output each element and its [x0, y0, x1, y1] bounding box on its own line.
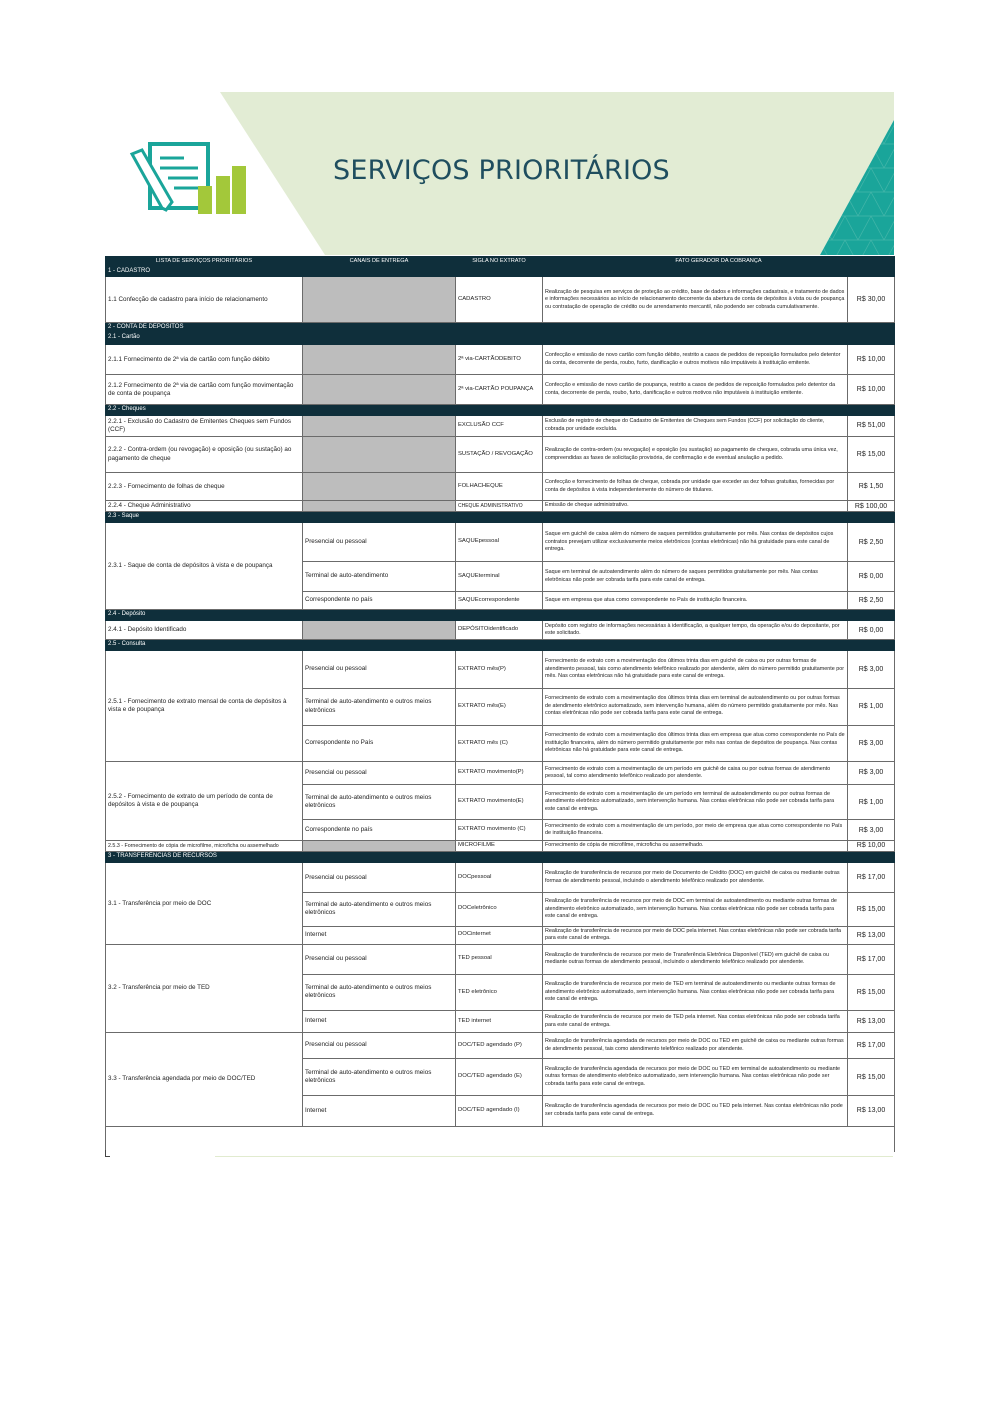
document-chart-pencil-icon — [128, 140, 252, 220]
sigla-cell: TED eletrônico — [456, 974, 543, 1011]
section-row-consulta — [106, 639, 895, 650]
sigla-cell: EXTRATO mês (C) — [456, 725, 543, 762]
price-cell: R$ 10,00 — [848, 344, 895, 375]
sigla-cell: EXCLUSÃO CCF — [456, 416, 543, 436]
service-name: 3.1 - Transferência por meio de DOC — [106, 863, 303, 945]
section-label: 2 - CONTA DE DEPÓSITOS — [106, 323, 895, 332]
table-row — [106, 944, 895, 974]
sigla-cell: TED internet — [456, 1011, 543, 1032]
sigla-cell: DOCeletrônico — [456, 892, 543, 926]
channel-cell-empty — [303, 840, 456, 851]
sigla-cell: SAQUEcorrespondente — [456, 591, 543, 609]
fato-cell: Saque em guichê de caixa além do número de saques permitidos gratuitamente por mês. Nas contas de depósitos cujos contratos prevejam utilizar exclusivamente meios eletrônicos (contas eletrônicas) não há gratuidade para este canal de entrega. — [543, 523, 848, 562]
channel-cell: Correspondente no país — [303, 820, 456, 840]
channel-cell: Terminal de auto-atendimento e outros meios eletrônicos — [303, 1059, 456, 1096]
col-header-channels: CANAIS DE ENTREGA — [303, 257, 456, 267]
price-cell: R$ 3,00 — [848, 762, 895, 784]
section-row-transferencias — [106, 852, 895, 863]
sigla-cell: TED pessoal — [456, 944, 543, 974]
fato-cell: Realização de transferência agendada de recursos por meio de DOC ou TED em terminal de autoatendimento ou mediante outras formas de atendimento eletrônico automatizado, sem intervenção humana. Nas contas eletrônicas não pode ser cobrada tarifa para este canal de entrega. — [543, 1059, 848, 1096]
price-cell: R$ 17,00 — [848, 1032, 895, 1059]
sigla-cell: DOC/TED agendado (E) — [456, 1059, 543, 1096]
sigla-cell: EXTRATO movimento(P) — [456, 762, 543, 784]
table-row — [106, 344, 895, 375]
fato-cell: Confecção e emissão de novo cartão com função débito, restrito a casos de pedidos de reposição formulados pelo detentor da conta, decorrente de perda, roubo, furto, danificação e outros motivos não imputáveis à instituição emitente. — [543, 344, 848, 375]
table-row — [106, 375, 895, 405]
section-row-cheques — [106, 405, 895, 416]
empty-cell — [848, 1126, 895, 1152]
fato-cell: Realização de transferência de recursos por meio de TED pela internet. Nas contas eletrônicas não pode ser cobrada tarifa para este canal de entrega. — [543, 1011, 848, 1032]
sigla-cell: CADASTRO — [456, 277, 543, 323]
section-label: 2.3 - Saque — [106, 512, 895, 523]
table-row — [106, 1032, 895, 1059]
service-name: 2.5.3 - Fornecimento de cópia de microfilme, microficha ou assemelhado — [106, 840, 303, 851]
sigla-cell: EXTRATO mês(P) — [456, 651, 543, 689]
price-cell: R$ 15,00 — [848, 974, 895, 1011]
service-name: 1.1 Confecção de cadastro para início de relacionamento — [106, 277, 303, 323]
price-cell: R$ 1,00 — [848, 784, 895, 820]
channel-cell: Terminal de auto-atendimento — [303, 562, 456, 592]
service-name: 2.4.1 - Depósito Identificado — [106, 621, 303, 639]
footer-divider — [215, 1156, 893, 1157]
table-row — [106, 416, 895, 436]
fato-cell: Fornecimento de extrato com a movimentação dos últimos trinta dias em terminal de autoatendimento ou por outras formas de atendimento eletrônico automatizado, sem intervenção humana, além do número permitido gratuitamente por mês. Nas contas eletrônicas não pode ser cobrada tarifa para este canal de entrega. — [543, 688, 848, 725]
channel-cell-empty — [303, 436, 456, 473]
fato-cell: Fornecimento de cópia de microfilme, microficha ou assemelhado. — [543, 840, 848, 851]
channel-cell: Correspondente no País — [303, 725, 456, 762]
channel-cell-empty — [303, 500, 456, 511]
section-label: 2.2 - Cheques — [106, 405, 895, 416]
channel-cell: Internet — [303, 1096, 456, 1127]
price-cell: R$ 15,00 — [848, 436, 895, 473]
table-row — [106, 621, 895, 639]
fato-cell: Depósito com registro de informações necessárias à identificação, a qualquer tempo, da operação e/ou do depositante, por este solicitado. — [543, 621, 848, 639]
service-name: 2.2.3 - Fornecimento de folhas de cheque — [106, 473, 303, 501]
sigla-cell: DOC/TED agendado (I) — [456, 1096, 543, 1127]
col-header-services: LISTA DE SERVIÇOS PRIORITÁRIOS — [106, 257, 303, 267]
price-cell: R$ 3,00 — [848, 651, 895, 689]
sigla-cell: FOLHACHEQUE — [456, 473, 543, 501]
price-cell: R$ 3,00 — [848, 725, 895, 762]
table-end-row — [106, 1126, 895, 1152]
fato-cell: Saque em terminal de autoatendimento além do número de saques permitidos gratuitamente por mês. Nas contas eletrônicas não pode ser cobrada tarifa para este canal de entrega. — [543, 562, 848, 592]
fato-cell: Fornecimento de extrato com a movimentação de um período em terminal de autoatendimento ou por outras formas de atendimento eletrônico automatizado, sem intervenção humana. Nas contas eletrônicas não pode ser cobrada tarifa para este canal de entrega. — [543, 784, 848, 820]
table-row — [106, 863, 895, 893]
channel-cell-empty — [303, 375, 456, 405]
fato-cell: Realização de transferência de recursos por meio de DOC em terminal de autoatendimento ou mediante outras formas de atendimento eletrônico automatizado, sem intervenção humana. Nas contas eletrônicas não pode ser cobrada tarifa para este canal de entrega. — [543, 892, 848, 926]
price-cell: R$ 10,00 — [848, 375, 895, 405]
fato-cell: Realização de transferência de recursos por meio de DOC pela internet. Nas contas eletrônicas não pode ser cobrada tarifa para este canal de entrega. — [543, 926, 848, 944]
price-cell: R$ 1,50 — [848, 473, 895, 501]
empty-cell — [456, 1126, 543, 1152]
col-header-sigla: SIGLA NO EXTRATO — [456, 257, 543, 267]
price-cell: R$ 13,00 — [848, 1011, 895, 1032]
price-cell: R$ 2,50 — [848, 591, 895, 609]
empty-cell — [106, 1126, 303, 1152]
price-cell: R$ 13,00 — [848, 1096, 895, 1127]
fato-cell: Realização de transferência de recursos por meio de TED em terminal de autoatendimento ou mediante outras formas de atendimento eletrônico automatizado, sem intervenção humana. Nas contas eletrônicas não pode ser cobrada tarifa para este canal de entrega. — [543, 974, 848, 1011]
service-name: 2.1.1 Fornecimento de 2ª via de cartão com função débito — [106, 344, 303, 375]
section-label: 2.5 - Consulta — [106, 639, 895, 650]
sigla-cell: 2ª via-CARTÃO POUPANÇA — [456, 375, 543, 405]
channel-cell-empty — [303, 344, 456, 375]
fato-cell: Fornecimento de extrato com a movimentação dos últimos trinta dias em guichê de caixa ou por outras formas de atendimento pessoal, tais como atendimento telefônico realizado por atendente, além do número permitido gratuitamente por mês. Nas contas eletrônicas não há gratuidade para este canal de entrega. — [543, 651, 848, 689]
service-name: 2.3.1 - Saque de conta de depósitos à vista e de poupança — [106, 523, 303, 610]
corner-mark — [105, 1150, 110, 1157]
channel-cell: Terminal de auto-atendimento e outros meios eletrônicos — [303, 892, 456, 926]
fato-cell: Confecção e fornecimento de folhas de cheque, cobrada por unidade que exceder as dez folhas gratuitas, fornecidas por conta de depósitos à vista independentemente do número de titulares. — [543, 473, 848, 501]
fato-cell: Realização de transferência de recursos por meio de Transferência Eletrônica Disponível (TED) em guichê de caixa ou mediante outras formas de atendimento pessoal, incluindo o atendimento telefônico realizado por atendente. — [543, 944, 848, 974]
fato-cell: Fornecimento de extrato com a movimentação de um período, por meio de empresa que atua como correspondente no País de instituição financeira. — [543, 820, 848, 840]
section-label: 2.1 - Cartão — [106, 332, 895, 344]
channel-cell: Internet — [303, 926, 456, 944]
service-name: 2.5.1 - Fornecimento de extrato mensal de conta de depósitos à vista e de poupança — [106, 651, 303, 762]
sigla-cell: DOCinternet — [456, 926, 543, 944]
table-row — [106, 651, 895, 689]
channel-cell-empty — [303, 277, 456, 323]
price-cell: R$ 100,00 — [848, 500, 895, 511]
service-name: 2.2.2 - Contra-ordem (ou revogação) e oposição (ou sustação) ao pagamento de cheque — [106, 436, 303, 473]
section-row-conta — [106, 323, 895, 332]
fato-cell: Exclusão de registro de cheque do Cadastro de Emitentes de Cheques sem Fundos (CCF) por solicitação do cliente, cobrada por unidade excluída. — [543, 416, 848, 436]
col-header-fato: FATO GERADOR DA COBRANÇA — [543, 257, 895, 267]
channel-cell: Terminal de auto-atendimento e outros meios eletrônicos — [303, 974, 456, 1011]
sigla-cell: CHEQUE ADMINISTRATIVO — [456, 500, 543, 511]
fato-cell: Fornecimento de extrato com a movimentação de um período em guichê de caixa ou por outras formas de atendimento pessoal, tal como atendimento telefônico realizado por atendente. — [543, 762, 848, 784]
table-row — [106, 277, 895, 323]
channel-cell: Presencial ou pessoal — [303, 944, 456, 974]
sigla-cell: DEPÓSITOidentificado — [456, 621, 543, 639]
fato-cell: Realização de transferência agendada de recursos por meio de DOC ou TED em guichê de caixa ou mediante outras formas de atendimento pessoal, tais como atendimento telefônico realizado por atendente. — [543, 1032, 848, 1059]
table-row — [106, 840, 895, 851]
channel-cell: Presencial ou pessoal — [303, 651, 456, 689]
price-cell: R$ 10,00 — [848, 840, 895, 851]
sigla-cell: EXTRATO mês(E) — [456, 688, 543, 725]
table-header-row — [106, 257, 895, 267]
service-name: 2.1.2 Fornecimento de 2ª via de cartão com função movimentação de conta de poupança — [106, 375, 303, 405]
services-table — [105, 256, 895, 1152]
fato-cell: Saque em empresa que atua como correspondente no País de instituição financeira. — [543, 591, 848, 609]
sigla-cell: SAQUEpessoal — [456, 523, 543, 562]
sigla-cell: EXTRATO movimento (C) — [456, 820, 543, 840]
channel-cell: Terminal de auto-atendimento e outros meios eletrônicos — [303, 784, 456, 820]
sigla-cell: DOCpessoal — [456, 863, 543, 893]
section-row-cadastro — [106, 267, 895, 277]
fato-cell: Realização de transferência agendada de recursos por meio de DOC ou TED pela internet. Nas contas eletrônicas não pode ser cobrada tarifa para este canal de entrega. — [543, 1096, 848, 1127]
sigla-cell: EXTRATO movimento(E) — [456, 784, 543, 820]
price-cell: R$ 51,00 — [848, 416, 895, 436]
channel-cell: Presencial ou pessoal — [303, 863, 456, 893]
sigla-cell: 2ª via-CARTÃODEBITO — [456, 344, 543, 375]
price-cell: R$ 17,00 — [848, 863, 895, 893]
fato-cell: Realização de pesquisa em serviços de proteção ao crédito, base de dados e informações cadastrais, e tratamento de dados e informações necessários ao início de relacionamento decorrente da abertura de conta de depósitos à vista ou de poupança ou contratação de operação de crédito ou de arrendamento mercantil, não podendo ser cobrada cumulativamente. — [543, 277, 848, 323]
table-row — [106, 436, 895, 473]
empty-cell — [303, 1126, 456, 1152]
table-row — [106, 762, 895, 784]
page-title: SERVIÇOS PRIORITÁRIOS — [333, 155, 670, 186]
section-row-deposito — [106, 610, 895, 621]
channel-cell: Correspondente no país — [303, 591, 456, 609]
channel-cell: Terminal de auto-atendimento e outros meios eletrônicos — [303, 688, 456, 725]
section-label: 3 - TRANSFERÊNCIAS DE RECURSOS — [106, 852, 895, 863]
section-label: 2.4 - Depósito — [106, 610, 895, 621]
table-row — [106, 500, 895, 511]
service-name: 3.2 - Transferência por meio de TED — [106, 944, 303, 1032]
fato-cell: Confecção e emissão de novo cartão de poupança, restrito a casos de pedidos de reposição formulados pelo detentor da conta, decorrente de perda, roubo, furto, danificação e outros motivos não imputáveis à instituição emitente. — [543, 375, 848, 405]
channel-cell-empty — [303, 473, 456, 501]
channel-cell: Presencial ou pessoal — [303, 1032, 456, 1059]
service-name: 2.2.4 - Cheque Administrativo — [106, 500, 303, 511]
service-name: 2.2.1 - Exclusão do Cadastro de Emitentes Cheques sem Fundos (CCF) — [106, 416, 303, 436]
price-cell: R$ 0,00 — [848, 562, 895, 592]
price-cell: R$ 15,00 — [848, 1059, 895, 1096]
channel-cell: Internet — [303, 1011, 456, 1032]
fato-cell: Fornecimento de extrato com a movimentação dos últimos trinta dias em empresa que atua como correspondente no País de instituição financeira, além do número permitido gratuitamente por mês nas contas de depósitos de poupança. Nas contas eletrônicas não há gratuidade para este canal de entrega. — [543, 725, 848, 762]
section-row-saque — [106, 512, 895, 523]
service-name: 2.5.2 - Fornecimento de extrato de um período de conta de depósitos à vista e de poupança — [106, 762, 303, 841]
channel-cell: Presencial ou pessoal — [303, 523, 456, 562]
price-cell: R$ 1,00 — [848, 688, 895, 725]
price-cell: R$ 30,00 — [848, 277, 895, 323]
sigla-cell: MICROFILME — [456, 840, 543, 851]
table-row — [106, 523, 895, 562]
sigla-cell: SAQUEterminal — [456, 562, 543, 592]
section-row-cartao — [106, 332, 895, 344]
price-cell: R$ 0,00 — [848, 621, 895, 639]
channel-cell-empty — [303, 416, 456, 436]
price-cell: R$ 2,50 — [848, 523, 895, 562]
channel-cell-empty — [303, 621, 456, 639]
fato-cell: Realização de transferência de recursos por meio de Documento de Crédito (DOC) em guichê de caixa ou mediante outras formas de atendimento pessoal, incluindo o atendimento telefônico realizado por atendente. — [543, 863, 848, 893]
price-cell: R$ 13,00 — [848, 926, 895, 944]
empty-cell — [543, 1126, 848, 1152]
channel-cell: Presencial ou pessoal — [303, 762, 456, 784]
fato-cell: Realização de contra-ordem (ou revogação) e oposição (ou sustação) ao pagamento de cheques, cobrada uma única vez, compreendidas as fases de solicitação provisória, de confirmação e de eventual anulação a pedido. — [543, 436, 848, 473]
price-cell: R$ 17,00 — [848, 944, 895, 974]
service-name: 3.3 - Transferência agendada por meio de DOC/TED — [106, 1032, 303, 1126]
table-row — [106, 473, 895, 501]
sigla-cell: SUSTAÇÃO / REVOGAÇÃO — [456, 436, 543, 473]
price-cell: R$ 3,00 — [848, 820, 895, 840]
fato-cell: Emissão de cheque administrativo. — [543, 500, 848, 511]
section-label: 1 - CADASTRO — [106, 267, 895, 277]
price-cell: R$ 15,00 — [848, 892, 895, 926]
sigla-cell: DOC/TED agendado (P) — [456, 1032, 543, 1059]
header-banner — [0, 0, 1000, 260]
